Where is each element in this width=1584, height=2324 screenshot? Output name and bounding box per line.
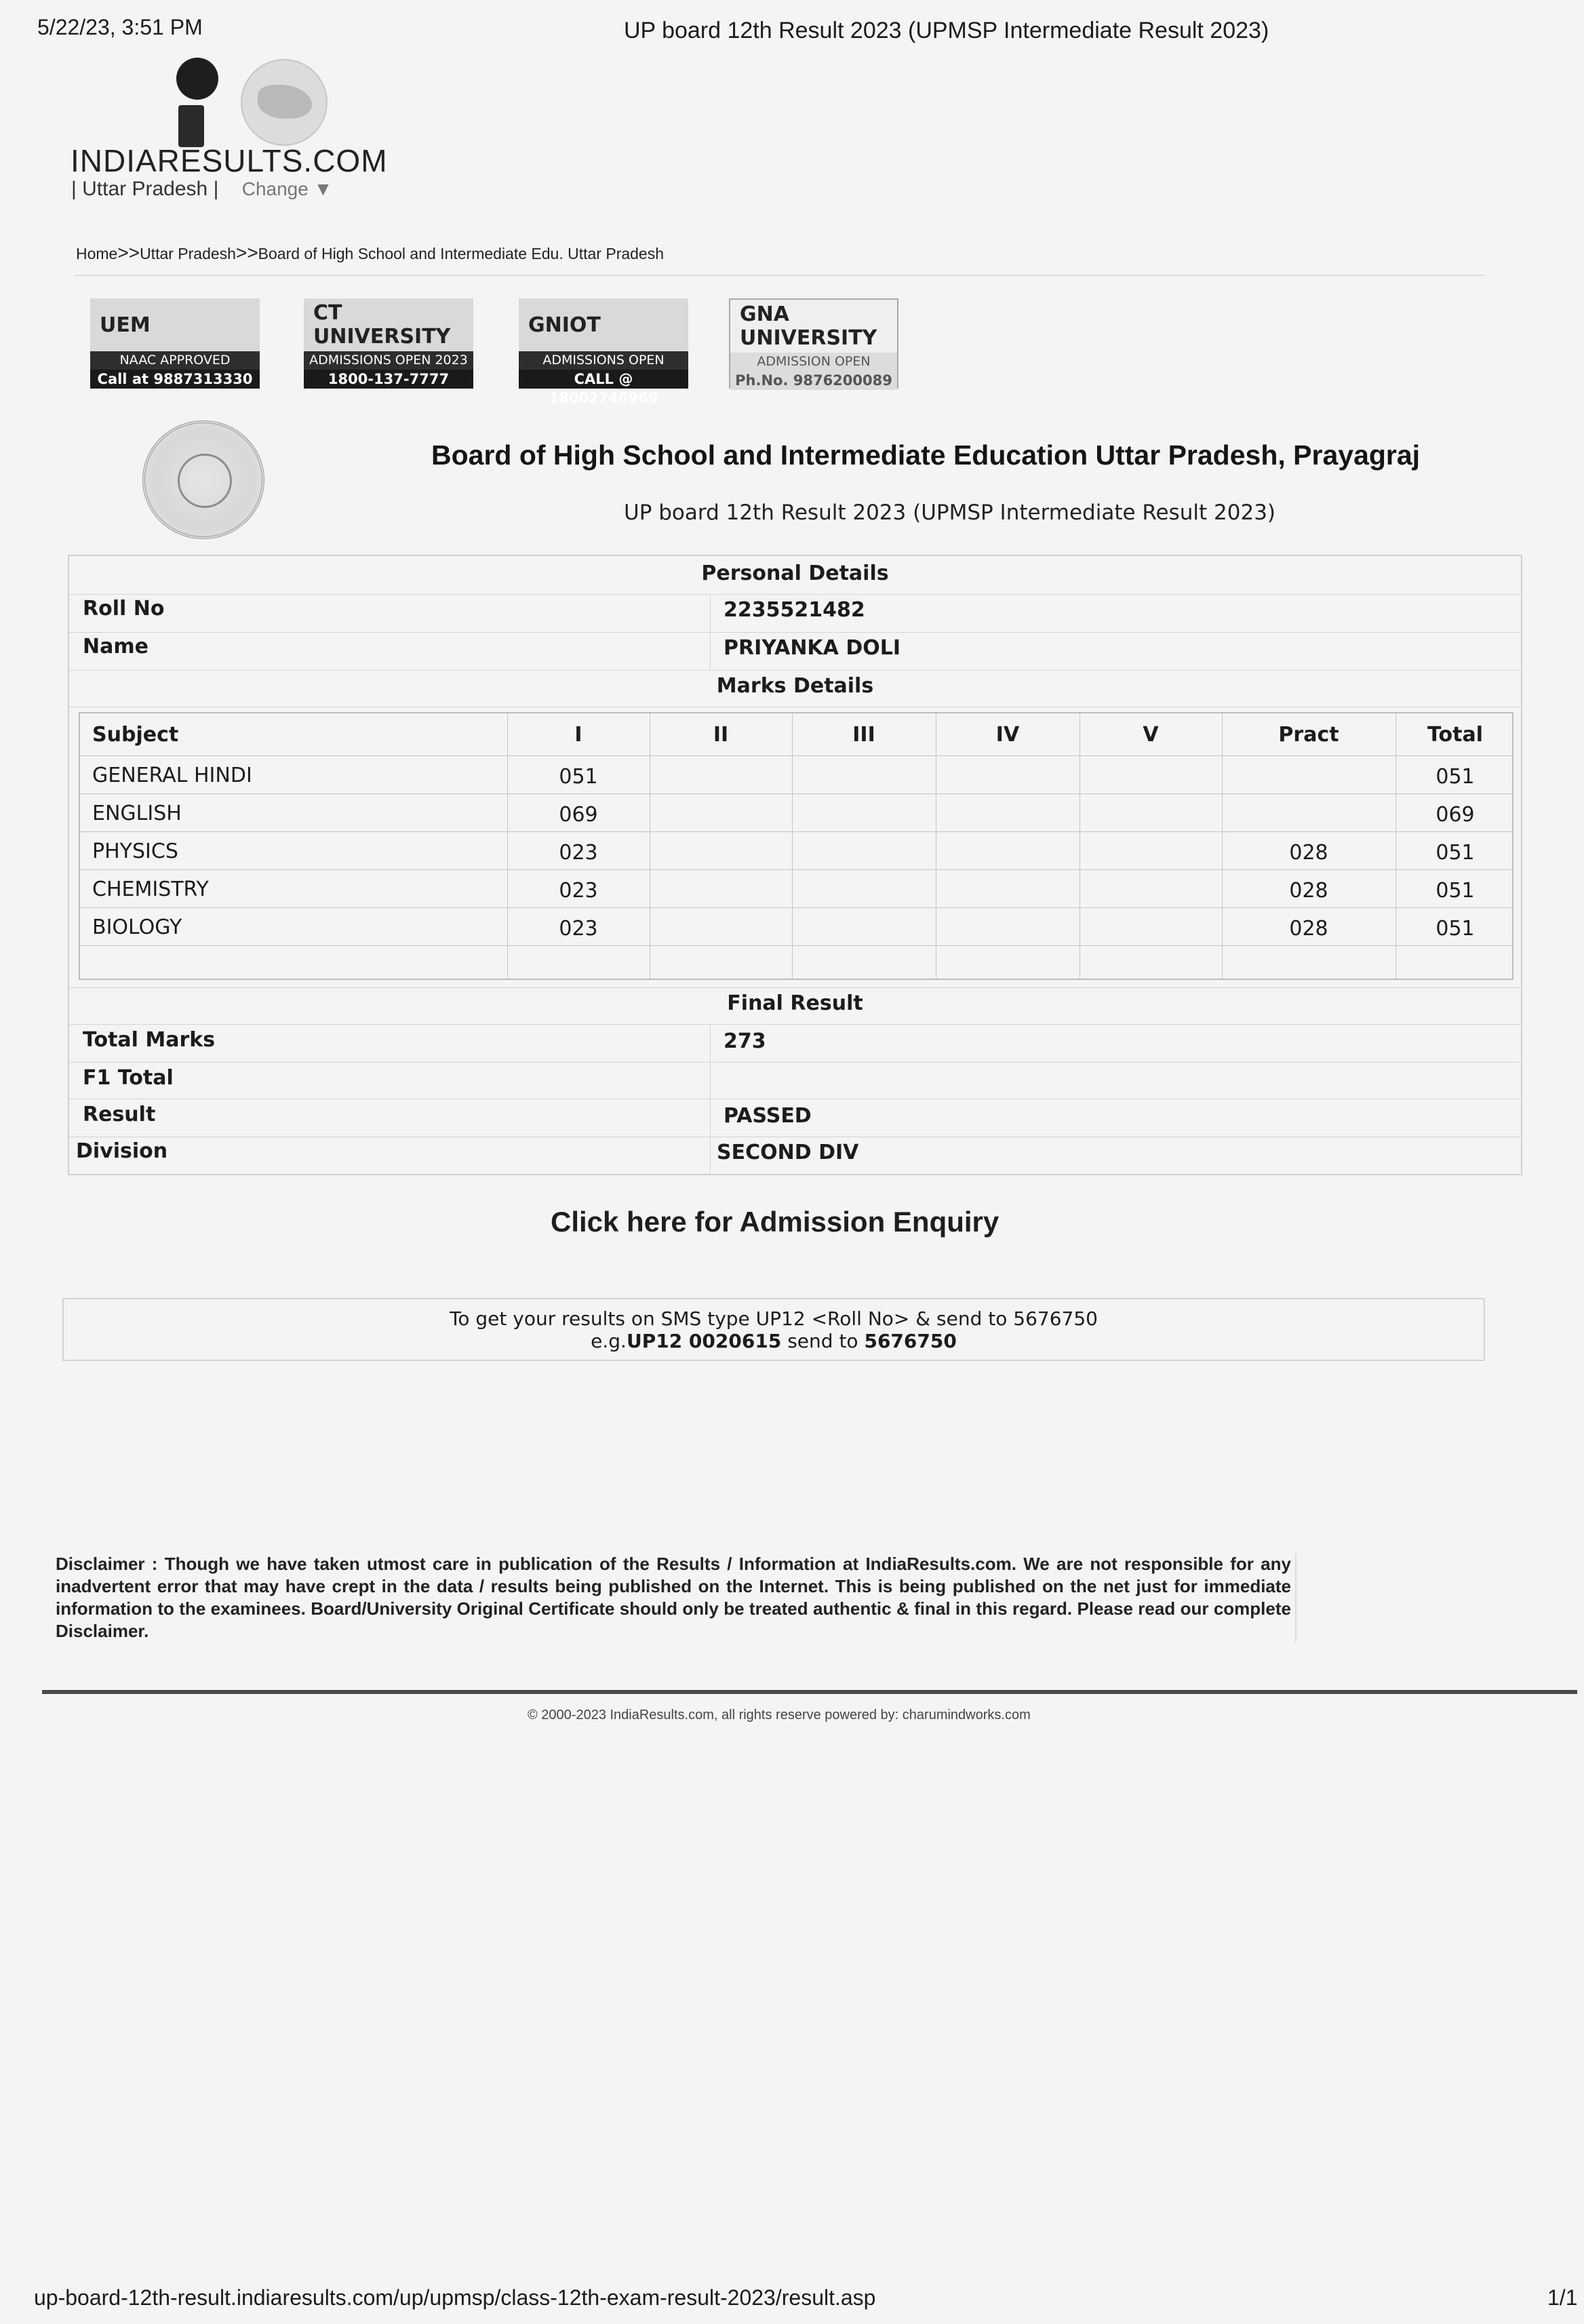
print-datetime: 5/22/23, 3:51 PM (37, 15, 203, 39)
pract-cell: 028 (1289, 879, 1328, 903)
column-header-pract: Pract (1278, 723, 1339, 747)
result-value: PASSED (724, 1104, 812, 1128)
ad-banner-uem[interactable] (90, 298, 260, 389)
disclaimer-link[interactable]: Disclaimer. (56, 1621, 149, 1641)
print-page-number: 1/1 (1547, 2285, 1578, 2310)
subject-cell: PHYSICS (92, 840, 178, 863)
row-divider (80, 907, 1512, 908)
breadcrumb-separator: >> (235, 242, 258, 263)
personal-details-heading: Personal Details (701, 562, 889, 585)
breadcrumb-board[interactable]: Board of High School and Intermediate Edu. Uttar Pradesh (258, 245, 665, 262)
divider (710, 1024, 711, 1175)
banner-name: GNA UNIVERSITY (740, 302, 877, 350)
site-logo[interactable] (68, 58, 388, 178)
subject-cell: ENGLISH (92, 802, 182, 825)
banner-line: ADMISSION OPEN (730, 353, 897, 371)
f1-total-label: F1 Total (83, 1066, 174, 1090)
total-cell: 069 (1436, 803, 1475, 827)
banner-phone: Ph.No. 9876200089 (730, 371, 897, 390)
column-header-ii: II (713, 723, 729, 747)
sms-instruction: To get your results on SMS type UP12 <Roll No> & send to 5676750 (450, 1307, 1098, 1330)
column-header-i: I (574, 723, 582, 747)
row-divider (80, 945, 1512, 946)
column-header-total: Total (1427, 723, 1483, 747)
row-divider (80, 831, 1512, 832)
total-cell: 051 (1436, 879, 1475, 903)
divider (69, 594, 1521, 595)
column-header-v: V (1143, 723, 1159, 747)
disclaimer-text: Disclaimer : Though we have taken utmost care in publication of the Results / Information at IndiaResults.com. We are not responsible for any inadvertent error that may have crept in the data / results being published on the Internet. This is being published on the net just for immediate information to the examinees. Board/University Original Certificate should only be treated authentic & final in this regard. Please read our complete Disclaimer. (56, 1553, 1296, 1642)
result-subtitle: UP board 12th Result 2023 (UPMSP Intermediate Result 2023) (624, 500, 1276, 525)
name-value: PRIYANKA DOLI (724, 636, 901, 660)
print-url: up-board-12th-result.indiaresults.com/up/upmsp/class-12th-exam-result-2023/result.asp (34, 2285, 876, 2310)
board-title: Board of High School and Intermediate Education Uttar Pradesh, Prayagraj (431, 439, 1421, 471)
logo-mark-stem (178, 105, 204, 147)
final-result-heading: Final Result (727, 991, 863, 1015)
division-label: Division (76, 1139, 168, 1163)
ad-banner-ct-university[interactable] (304, 298, 473, 389)
marks-cell: 023 (559, 841, 598, 865)
division-value: SECOND DIV (717, 1141, 859, 1164)
divider (69, 1024, 1521, 1025)
sms-example-code: UP12 0020615 (626, 1330, 782, 1352)
banner-name: GNIOT (528, 313, 601, 337)
total-marks-label: Total Marks (83, 1028, 216, 1052)
banner-line: NAAC APPROVED (119, 353, 231, 368)
divider (69, 987, 1521, 988)
sms-example: e.g.UP12 0020615 send to 5676750 (591, 1330, 957, 1352)
breadcrumb-state[interactable]: Uttar Pradesh (140, 245, 236, 262)
marks-cell: 069 (559, 803, 598, 827)
subject-cell: BIOLOGY (92, 915, 182, 939)
marks-cell: 023 (559, 879, 598, 903)
marks-cell: 023 (559, 917, 598, 941)
divider (69, 670, 1521, 671)
divider (75, 275, 1485, 276)
pract-cell: 028 (1289, 841, 1328, 865)
subject-cell: GENERAL HINDI (92, 764, 252, 787)
result-table (68, 555, 1522, 1175)
banner-phone: 1800-137-7777 (304, 370, 473, 389)
total-cell: 051 (1436, 841, 1475, 865)
column-header-subject: Subject (92, 723, 179, 747)
divider (69, 1062, 1521, 1063)
banner-name: UEM (100, 313, 151, 337)
total-cell: 051 (1436, 765, 1475, 789)
marks-cell: 051 (559, 765, 598, 789)
print-page-title: UP board 12th Result 2023 (UPMSP Intermediate Result 2023) (624, 18, 1269, 43)
column-header-iv: IV (995, 723, 1020, 747)
change-state-link[interactable]: Change ▼ (241, 178, 333, 199)
admission-enquiry-link[interactable]: Click here for Admission Enquiry (551, 1206, 999, 1238)
result-label: Result (83, 1103, 156, 1126)
ad-banner-gniot[interactable] (519, 298, 688, 406)
banner-line: ADMISSIONS OPEN (542, 353, 665, 368)
breadcrumb-separator: >> (117, 242, 140, 263)
logo-mark-icon (176, 58, 218, 100)
subject-cell: CHEMISTRY (92, 878, 209, 901)
divider (69, 632, 1521, 633)
column-divider (792, 713, 793, 979)
marks-details-heading: Marks Details (716, 674, 874, 698)
banner-phone: CALL @ 18002746969 (519, 370, 688, 389)
board-seal-icon (142, 420, 264, 539)
banner-line: ADMISSIONS OPEN 2023 (309, 353, 468, 368)
current-state: Uttar Pradesh (82, 178, 208, 200)
ad-banner-gna-university[interactable] (729, 298, 898, 389)
sms-example-number: 5676750 (864, 1330, 957, 1352)
name-label: Name (83, 635, 148, 658)
column-header-iii: III (852, 723, 875, 747)
banner-name: CT UNIVERSITY (313, 301, 451, 349)
breadcrumb (76, 242, 664, 264)
copyright-text: © 2000-2023 IndiaResults.com, all rights reserve powered by: charumindworks.com (528, 1708, 1031, 1722)
roll-no-value: 2235521482 (724, 598, 865, 622)
row-divider (80, 869, 1512, 870)
logo-text: INDIARESULTS.COM (71, 143, 388, 178)
footer-divider (42, 1690, 1577, 1694)
sms-info-box (62, 1298, 1485, 1361)
total-cell: 051 (1436, 917, 1475, 941)
breadcrumb-home[interactable]: Home (76, 245, 118, 262)
marks-table (79, 712, 1513, 980)
row-divider (80, 793, 1512, 794)
banner-phone: Call at 9887313330 (90, 370, 260, 389)
roll-no-label: Roll No (83, 597, 165, 621)
state-selector: | Uttar Pradesh | Change ▼ (71, 178, 333, 200)
row-divider (80, 755, 1512, 756)
total-marks-value: 273 (724, 1029, 766, 1053)
pract-cell: 028 (1289, 917, 1328, 941)
